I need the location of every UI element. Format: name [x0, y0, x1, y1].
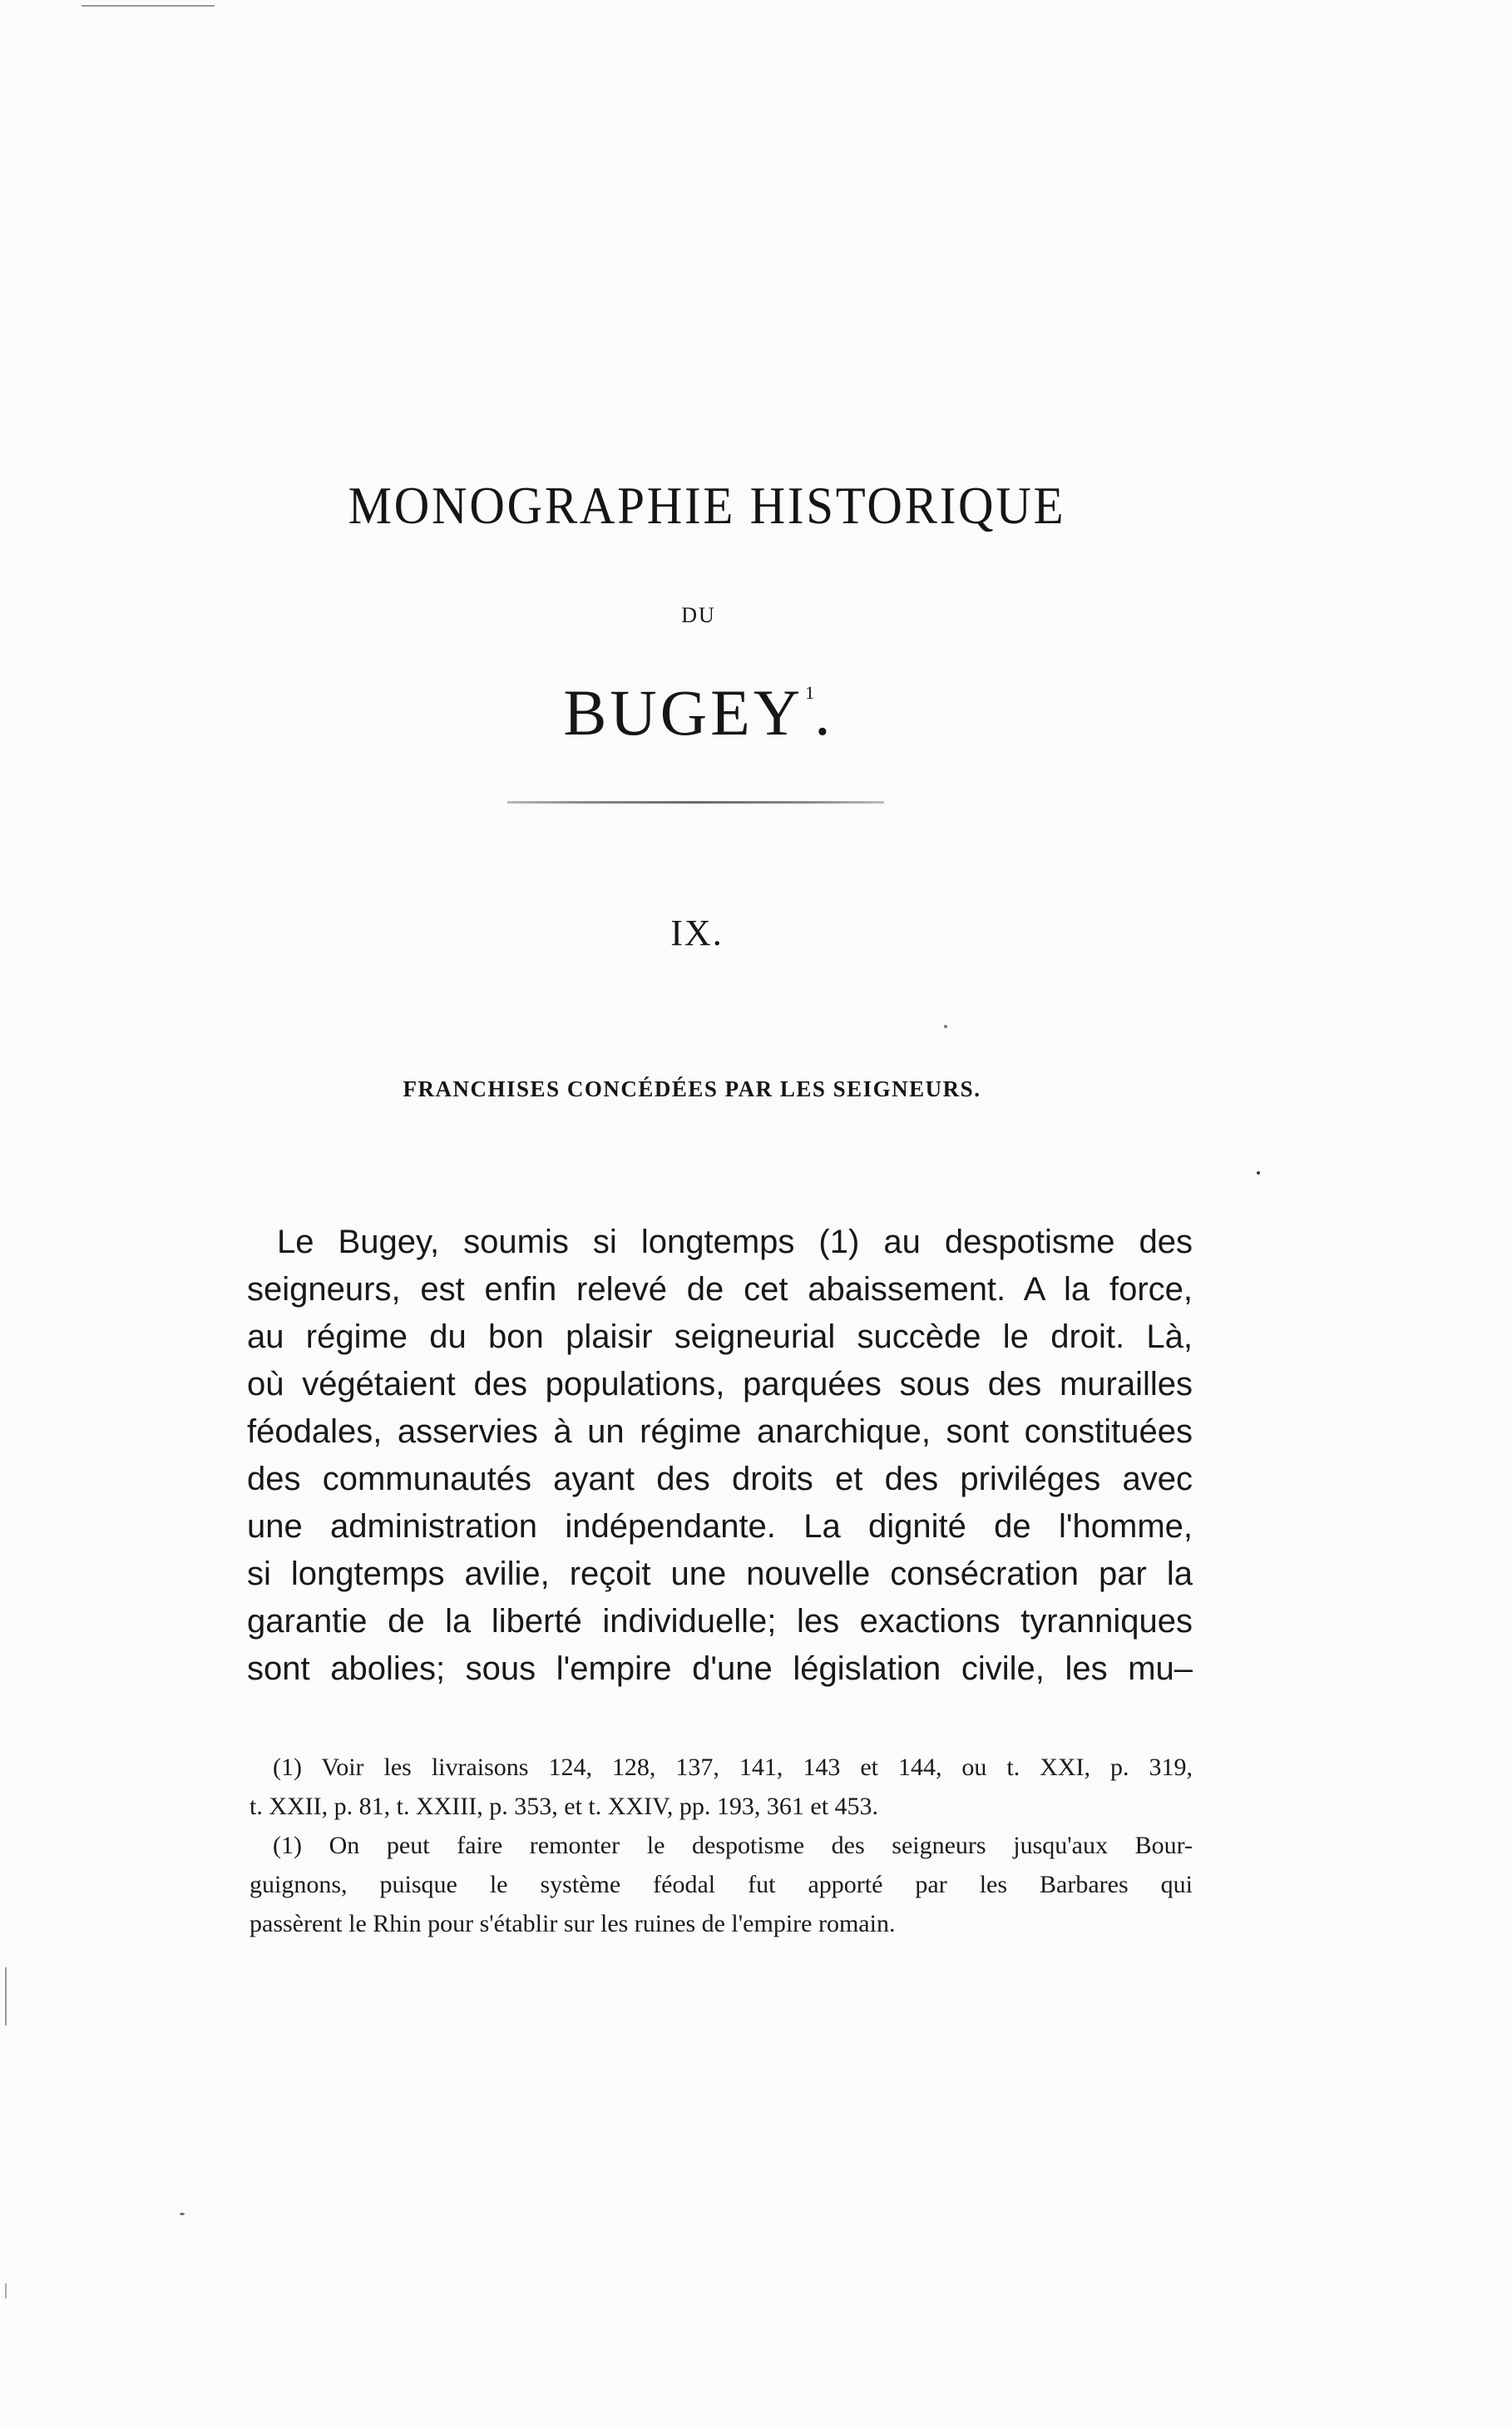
work-title: MONOGRAPHIE HISTORIQUE [348, 476, 1066, 535]
title-connector: DU [681, 603, 716, 627]
footnote-line: (1) Voir les livraisons 124, 128, 137, 141, 143 et 144, ou t. XXI, p. 319, [273, 1754, 1193, 1781]
body-line: garantie de la liberté individuelle; les exactions tyranniques [247, 1603, 1193, 1640]
ornamental-rule [507, 801, 884, 804]
body-line: si longtemps avilie, reçoit une nouvelle consécration par la [247, 1556, 1193, 1592]
body-line: où végétaient des populations, parquées sous des murailles [247, 1366, 1193, 1402]
footnote-line: t. XXII, p. 81, t. XXIII, p. 353, et t. XXIV, pp. 193, 361 et 453. [250, 1793, 879, 1820]
subject-footnote-ref: 1 [805, 682, 815, 703]
body-line: sont abolies; sous l'empire d'une législation civile, les mu– [247, 1650, 1193, 1687]
scan-mark-left-edge [5, 1967, 7, 2026]
chapter-heading: FRANCHISES CONCÉDÉES PAR LES SEIGNEURS. [403, 1076, 981, 1101]
body-line: des communautés ayant des droits et des priviléges avec [247, 1461, 1193, 1497]
body-line: au régime du bon plaisir seigneurial succède le droit. Là, [247, 1318, 1193, 1355]
body-line: seigneurs, est enfin relevé de cet abaissement. A la force, [247, 1271, 1193, 1308]
body-line: une administration indépendante. La dignité de l'homme, [247, 1508, 1193, 1545]
footnote-line: passèrent le Rhin pour s'établir sur les ruines de l'empire romain. [250, 1910, 896, 1937]
subject-title-period: . [814, 676, 834, 749]
subject-title [0, 676, 1397, 749]
body-line: Le Bugey, soumis si longtemps (1) au despotisme des [277, 1224, 1193, 1260]
scan-speck [1257, 1171, 1260, 1175]
chapter-number: IX. [670, 913, 724, 953]
body-line: féodales, asservies à un régime anarchique, sont constituées [247, 1413, 1193, 1450]
scan-mark-top-left [82, 5, 215, 7]
body-paragraph [247, 1219, 1193, 1693]
scan-speck [180, 2213, 185, 2215]
footnotes [250, 1748, 1193, 1943]
footnote-line: guignons, puisque le système féodal fut apporté par les Barbares qui [250, 1871, 1193, 1898]
scan-speck [944, 1025, 947, 1028]
subject-title-text: BUGEY [563, 676, 804, 749]
scan-mark-left-edge-lower [5, 2283, 7, 2298]
footnote-line: (1) On peut faire remonter le despotisme des seigneurs jusqu'aux Bour- [273, 1832, 1193, 1859]
